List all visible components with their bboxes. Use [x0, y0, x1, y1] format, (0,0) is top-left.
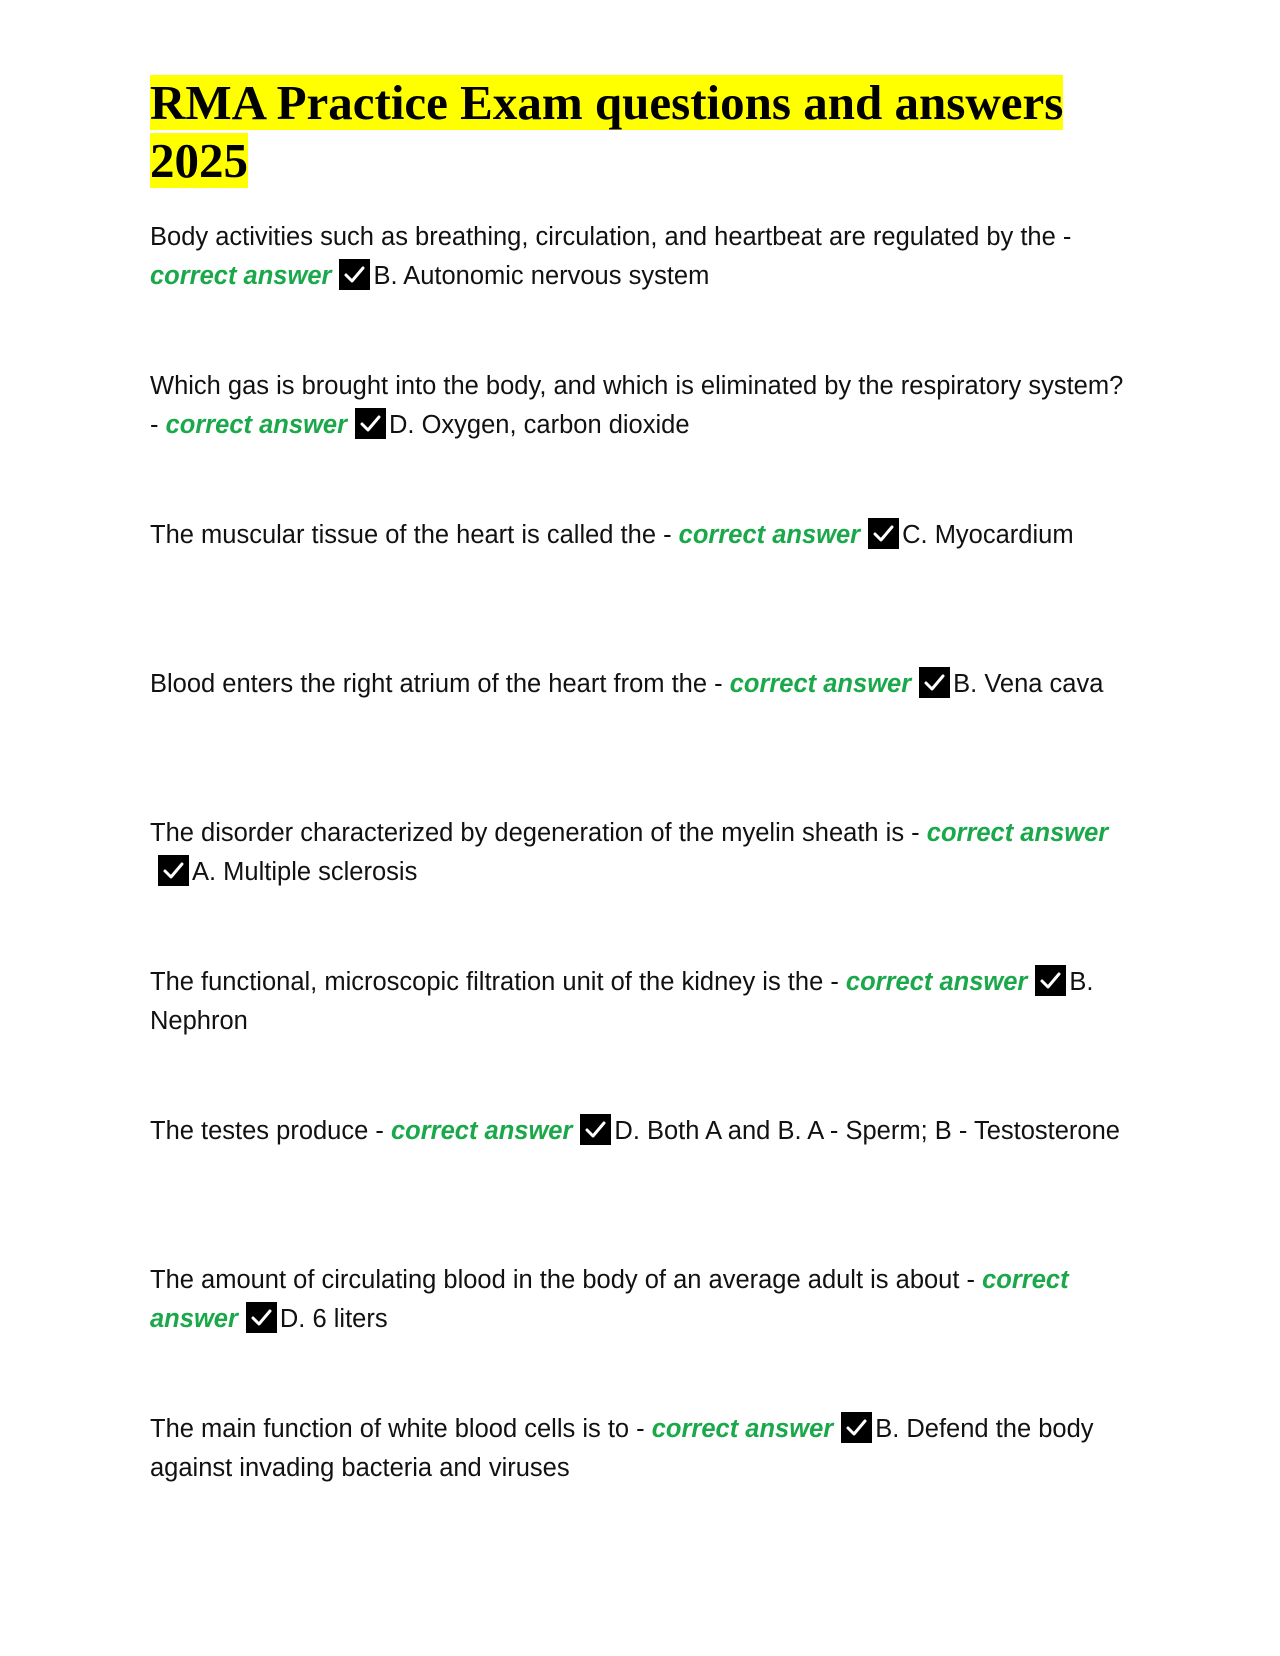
answer-text: A. Multiple sclerosis — [192, 858, 418, 886]
check-box-icon — [158, 855, 189, 886]
question-text: Blood enters the right atrium of the heart from the - — [150, 670, 730, 698]
check-box-icon — [919, 667, 950, 698]
correct-answer-marker: correct answer — [845, 968, 1028, 996]
qa-item — [150, 218, 1130, 367]
document-title — [150, 74, 1130, 190]
check-box-icon — [1035, 965, 1066, 996]
answer-text: D. Oxygen, carbon dioxide — [389, 411, 690, 439]
question-text: The disorder characterized by degeneration of the myelin sheath is - — [150, 819, 927, 847]
check-box-icon — [868, 518, 899, 549]
question-text: Body activities such as breathing, circulation, and heartbeat are regulated by the - — [150, 223, 1072, 251]
check-box-icon — [580, 1114, 611, 1145]
question-text: The functional, microscopic filtration unit of the kidney is the - — [150, 968, 846, 996]
qa-item — [150, 1261, 1130, 1410]
answer-text: D. 6 liters — [279, 1305, 388, 1333]
check-box-icon — [841, 1412, 872, 1443]
document-page — [150, 74, 1130, 1559]
qa-item — [150, 516, 1130, 665]
correct-answer-marker: correct answer — [150, 262, 332, 290]
qa-item — [150, 367, 1130, 516]
check-box-icon — [339, 259, 370, 290]
qa-list — [150, 218, 1130, 1559]
answer-text: C. Myocardium — [902, 521, 1074, 549]
question-text: Which gas is brought into the body, and which is eliminated by the respiratory system? - — [150, 372, 1124, 439]
qa-item — [150, 963, 1130, 1112]
qa-item — [150, 665, 1130, 814]
correct-answer-marker: correct answer — [678, 521, 861, 549]
answer-text: B. Nephron — [150, 968, 1094, 1035]
qa-item — [150, 1112, 1130, 1261]
correct-answer-marker: correct answer — [926, 819, 1109, 847]
question-text: The amount of circulating blood in the body of an average adult is about - — [150, 1266, 983, 1294]
check-box-icon — [355, 408, 386, 439]
correct-answer-marker: correct answer — [651, 1415, 834, 1443]
qa-item — [150, 1410, 1130, 1559]
correct-answer-marker: correct answer — [390, 1117, 573, 1145]
title-highlight: RMA Practice Exam questions and answers 2025 — [150, 75, 1064, 188]
qa-item — [150, 814, 1130, 963]
check-box-icon — [246, 1302, 277, 1333]
correct-answer-marker: correct answer — [729, 670, 912, 698]
correct-answer-marker: correct answer — [150, 1266, 1069, 1333]
question-text: The muscular tissue of the heart is called the - — [150, 521, 679, 549]
correct-answer-marker: correct answer — [165, 411, 348, 439]
answer-text: B. Defend the body against invading bacteria and viruses — [150, 1415, 1094, 1482]
question-text: The main function of white blood cells is to - — [150, 1415, 652, 1443]
question-text: The testes produce - — [150, 1117, 391, 1145]
answer-text: B. Vena cava — [953, 670, 1104, 698]
answer-text: D. Both A and B. A - Sperm; B - Testosterone — [614, 1117, 1120, 1145]
answer-text: B. Autonomic nervous system — [373, 262, 710, 290]
